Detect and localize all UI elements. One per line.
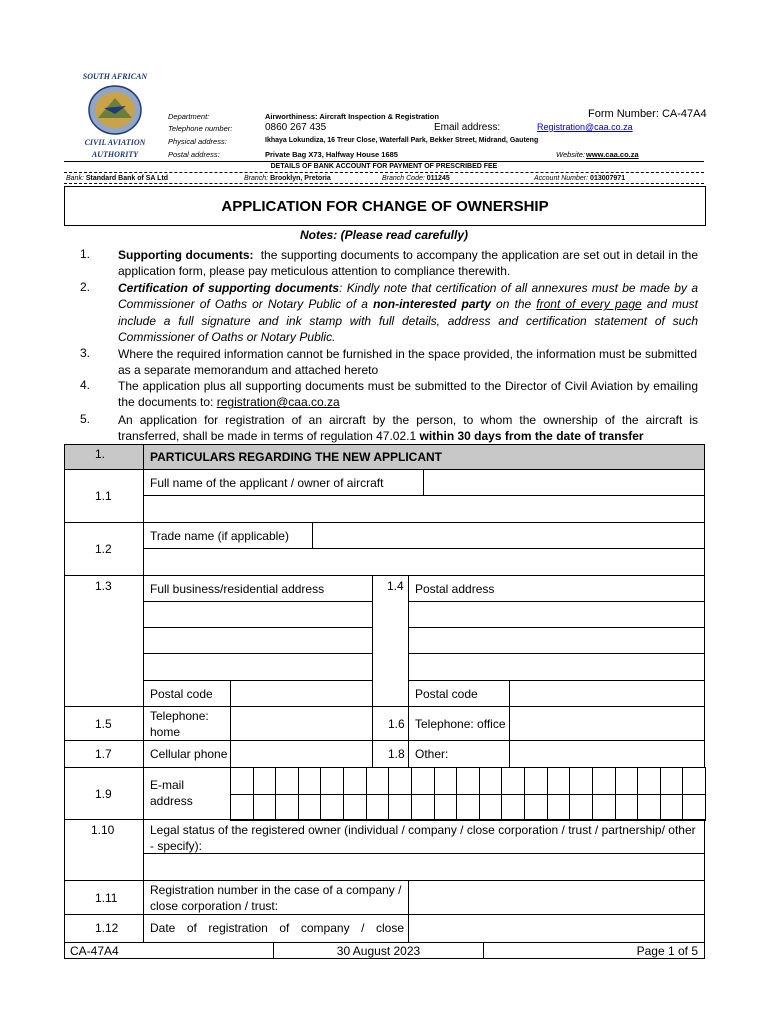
row-1-6-label: Telephone: office (415, 717, 506, 731)
address-line-3-input[interactable] (143, 653, 373, 681)
email-char-box[interactable] (230, 767, 254, 795)
note-2-number: 2. (80, 280, 91, 294)
physical-address-label: Physical address: (168, 137, 227, 146)
caa-logo (78, 72, 152, 164)
email-char-box[interactable] (320, 794, 344, 822)
email-char-box[interactable] (366, 794, 390, 822)
note-4-number: 4. (80, 378, 91, 392)
email-char-box[interactable] (388, 794, 412, 822)
row-1-7-number-cell (64, 740, 144, 768)
row-1-12-label-cell (143, 914, 409, 943)
registration-number-input[interactable] (408, 880, 705, 915)
postal-code-right-input[interactable] (509, 680, 705, 707)
row-1-2-number: 1.2 (95, 542, 112, 556)
note-5 (118, 412, 698, 445)
email-char-box[interactable] (637, 767, 661, 795)
row-1-11-label-cell (143, 880, 409, 915)
email-char-box[interactable] (592, 767, 616, 795)
branch-code-row (382, 175, 450, 182)
row-1-10-label-cell (143, 819, 705, 854)
address-line-1-input[interactable] (143, 601, 373, 628)
email-char-box[interactable] (615, 767, 639, 795)
page-title: APPLICATION FOR CHANGE OF OWNERSHIP (64, 186, 706, 226)
postal-code-left-label-cell (143, 680, 231, 707)
account-label: Account Number: (534, 175, 589, 182)
notes-heading: Notes: (Please read carefully) (299, 228, 469, 242)
email-char-box[interactable] (456, 794, 480, 822)
email-char-box[interactable] (479, 767, 503, 795)
note-2-d: front of every page (536, 297, 642, 312)
footer-date: 30 August 2023 (336, 944, 421, 958)
note-2-c: on the (490, 297, 537, 312)
logo-top-text: SOUTH AFRICAN (82, 72, 148, 81)
email-char-box[interactable] (275, 767, 299, 795)
postal-code-right-label-cell (408, 680, 510, 707)
row-1-2-label: Trade name (if applicable) (150, 529, 289, 543)
account-value: 013007971 (590, 175, 626, 182)
footer-form-code: CA-47A4 (70, 944, 119, 958)
row-1-5-number-cell (64, 706, 144, 741)
row-1-3-label-cell (143, 575, 373, 602)
email-char-box[interactable] (253, 794, 277, 822)
note-2 (118, 280, 698, 346)
note-3-number: 3. (80, 346, 91, 360)
branch-value: Brooklyn, Pretoria (270, 175, 331, 182)
row-1-2-label-cell (143, 522, 313, 549)
legal-status-input[interactable] (143, 853, 705, 881)
email-char-box[interactable] (501, 794, 525, 822)
row-1-8-number: 1.8 (388, 747, 405, 761)
email-char-box[interactable] (547, 767, 571, 795)
telephone-label: Telephone number: (168, 124, 233, 133)
branch-code-label: Branch Code: (382, 175, 425, 182)
postal-code-left-input[interactable] (230, 680, 373, 707)
row-1-1-label-cell (143, 469, 424, 496)
row-1-11-label: Registration number in the case of a company / close corporation / trust: (150, 883, 402, 913)
logo-bottom-text-2: AUTHORITY (91, 150, 139, 159)
section-1-number: 1. (95, 447, 106, 461)
row-1-5-label-cell (143, 706, 231, 741)
bank-divider (64, 172, 704, 173)
website-link[interactable]: www.caa.co.za (586, 150, 639, 159)
email-char-box[interactable] (682, 794, 706, 822)
email-char-box[interactable] (569, 767, 593, 795)
row-1-7-label: Cellular phone (150, 747, 228, 761)
note-4-text: The application plus all supporting documents must be submitted to the Director of Civil Aviation by emailing the documents to: (118, 379, 698, 410)
row-1-10-number: 1.10 (91, 823, 115, 837)
postal-address-line-3-input[interactable] (408, 653, 705, 681)
email-character-grid[interactable] (230, 767, 705, 820)
row-1-3-label: Full business/residential address (150, 582, 325, 596)
row-1-12-label: Date of registration of company / close (150, 921, 404, 935)
branch-row (244, 175, 331, 182)
email-char-box[interactable] (343, 767, 367, 795)
row-1-12-number: 1.12 (95, 921, 119, 935)
department-value: Airworthiness: Aircraft Inspection & Registration (265, 112, 439, 121)
email-link[interactable]: Registration@caa.co.za (537, 122, 633, 132)
row-1-4-number-cell (372, 575, 409, 602)
row-1-5-label: Telephone: home (150, 709, 209, 739)
full-name-input[interactable] (423, 469, 705, 496)
section-1-title-cell (143, 444, 705, 470)
email-char-box[interactable] (615, 794, 639, 822)
row-1-9-number-cell (64, 767, 144, 820)
postal-address-label: Postal address: (168, 150, 220, 159)
row-1-12-number-cell (64, 914, 144, 943)
email-char-box[interactable] (298, 794, 322, 822)
row-1-1-label: Full name of the applicant / owner of aircraft (150, 476, 384, 490)
row-1-6-number: 1.6 (388, 717, 405, 731)
postal-address-value: Private Bag X73, Halfway House 1685 (265, 150, 398, 159)
telephone-value: 0860 267 435 (265, 122, 327, 133)
note-2-b: non-interested party (373, 297, 491, 312)
note-3: Where the required information cannot be furnished in the space provided, the information must be submitted as a separate memorandum and attached hereto (118, 347, 697, 378)
email-char-box[interactable] (569, 794, 593, 822)
trade-name-input[interactable] (312, 522, 705, 549)
row-1-4-label: Postal address (415, 582, 495, 596)
row-1-8-label-cell (408, 740, 510, 768)
email-char-box[interactable] (253, 767, 277, 795)
row-1-9-label-cell (143, 767, 231, 820)
row-1-9-number: 1.9 (95, 787, 112, 801)
bank-details-title: DETAILS OF BANK ACCOUNT FOR PAYMENT OF PRESCRIBED FEE (270, 163, 498, 170)
note-5-text: An application for registration of an aircraft by the person, to whom the ownership of the aircraft is transferred, shall be made in terms of regulation 47.02.1 (118, 413, 698, 444)
email-char-box[interactable] (501, 767, 525, 795)
full-name-input-line-2[interactable] (143, 495, 705, 523)
row-1-3-number-cell (64, 575, 144, 707)
postal-code-right-label: Postal code (415, 687, 478, 701)
department-label: Department: (168, 112, 210, 121)
note-4-email[interactable]: registration@caa.co.za (216, 395, 340, 410)
note-2-a: : Kindly note that certification of all annexures must be made by a Commissioner of Oaths or Notary Public of a (118, 281, 699, 312)
row-1-8-number-cell (372, 740, 409, 768)
note-1-bold: Supporting documents: (118, 248, 254, 262)
note-1 (118, 247, 698, 280)
row-1-4-label-cell (408, 575, 705, 602)
branch-label: Branch: (244, 175, 269, 182)
row-1-6-number-cell (372, 706, 409, 741)
postal-address-line-2-input[interactable] (408, 627, 705, 654)
physical-address-value: Ikhaya Lokundiza, 16 Treur Close, Waterfall Park, Bekker Street, Midrand, Gauteng (265, 137, 539, 144)
postal-code-left-label: Postal code (150, 687, 213, 701)
telephone-office-input[interactable] (509, 706, 705, 741)
section-1-number-cell (64, 444, 144, 470)
row-1-10-label: Legal status of the registered owner (individual / company / close corporation / trust / partnership/ other - specify): (150, 823, 696, 853)
logo-bottom-text-1: CIVIL AVIATION (84, 138, 146, 147)
row-1-1-number-cell (64, 469, 144, 523)
row-1-4-number-filler (372, 601, 409, 707)
row-1-6-label-cell (408, 706, 510, 741)
row-1-11-number-cell (64, 880, 144, 915)
header-divider (64, 161, 704, 162)
email-char-box[interactable] (660, 794, 684, 822)
form-number: Form Number: CA-47A4 (588, 108, 707, 120)
email-char-box[interactable] (592, 794, 616, 822)
trade-name-input-line-2[interactable] (143, 548, 705, 576)
row-1-11-number: 1.11 (95, 891, 118, 905)
footer-form-code-cell (64, 942, 274, 959)
email-char-box[interactable] (320, 767, 344, 795)
row-1-9-label: E-mail address (150, 778, 193, 808)
email-char-box[interactable] (660, 767, 684, 795)
footer-page-cell (483, 942, 705, 959)
email-char-box[interactable] (298, 767, 322, 795)
row-1-1-number: 1.1 (95, 489, 112, 503)
note-1-text: the supporting documents to accompany the application are set out in detail in the application form, please pay meticulous attention to compliance therewith. (118, 248, 698, 279)
row-1-5-number: 1.5 (95, 717, 112, 731)
note-2-e: and must include a full signature and ink stamp with full details, address and certification statement of such Commissioner of Oaths or Notary Public. (118, 297, 699, 345)
bank-label: Bank: (66, 175, 84, 182)
email-char-box[interactable] (411, 794, 435, 822)
email-char-box[interactable] (524, 794, 548, 822)
email-char-box[interactable] (343, 794, 367, 822)
footer-date-cell (273, 942, 484, 959)
bank-value: Standard Bank of SA Ltd (85, 175, 169, 182)
other-phone-input[interactable] (509, 740, 705, 768)
row-1-2-number-cell (64, 522, 144, 576)
footer-page: Page 1 of 5 (636, 944, 698, 958)
row-1-7-number: 1.7 (95, 747, 112, 761)
registration-date-input[interactable] (408, 914, 705, 943)
note-2-bold: Certification of supporting documents (118, 281, 340, 295)
email-char-box[interactable] (434, 794, 458, 822)
email-char-box[interactable] (388, 767, 412, 795)
email-char-box[interactable] (682, 767, 706, 795)
row-1-10-number-cell (64, 819, 144, 881)
email-char-box[interactable] (434, 767, 458, 795)
email-char-box[interactable] (411, 767, 435, 795)
bank-divider-bottom (64, 183, 704, 184)
row-1-3-number: 1.3 (95, 579, 112, 593)
address-line-2-input[interactable] (143, 627, 373, 654)
email-char-box[interactable] (524, 767, 548, 795)
section-1-title: PARTICULARS REGARDING THE NEW APPLICANT (150, 450, 442, 464)
branch-code-value: 011245 (426, 175, 450, 182)
row-1-4-number: 1.4 (387, 579, 404, 593)
email-char-box[interactable] (275, 794, 299, 822)
account-row (534, 175, 625, 182)
email-char-box[interactable] (547, 794, 571, 822)
email-char-box[interactable] (637, 794, 661, 822)
note-5-bold: within 30 days from the date of transfer (419, 429, 644, 444)
row-1-7-label-cell (143, 740, 231, 768)
note-4 (118, 378, 698, 411)
email-char-box[interactable] (456, 767, 480, 795)
email-char-box[interactable] (479, 794, 503, 822)
website-label: Website: (556, 150, 586, 159)
postal-address-line-1-input[interactable] (408, 601, 705, 628)
note-1-number: 1. (80, 247, 91, 261)
email-char-box[interactable] (366, 767, 390, 795)
bank-row (66, 175, 168, 182)
email-label: Email address: (434, 122, 501, 133)
email-char-box[interactable] (230, 794, 254, 822)
logo-emblem-icon (86, 84, 144, 136)
cellular-phone-input[interactable] (230, 740, 373, 768)
row-1-8-label: Other: (415, 747, 449, 761)
note-5-number: 5. (80, 412, 91, 426)
telephone-home-input[interactable] (230, 706, 373, 741)
